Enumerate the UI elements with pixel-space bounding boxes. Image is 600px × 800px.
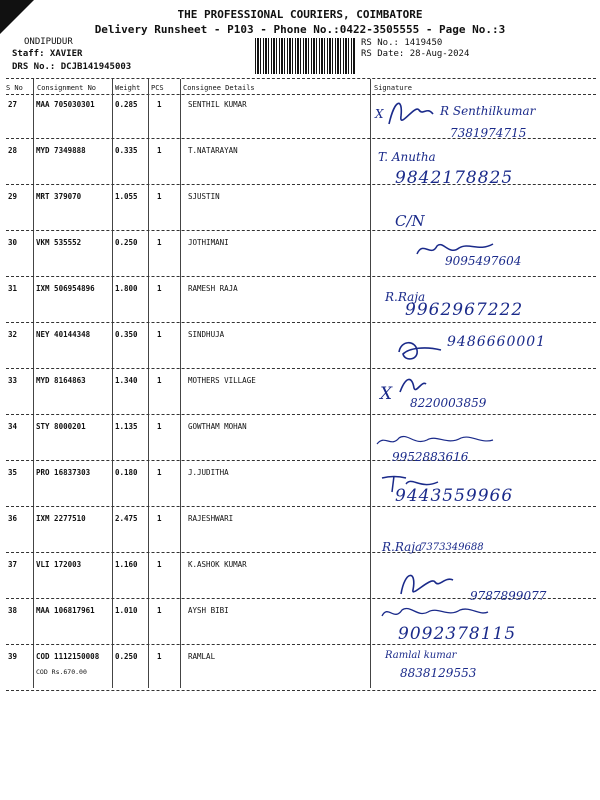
runsheet-subtitle: Delivery Runsheet - P103 - Phone No.:0422-3505555 - Page No.:3 (94, 23, 506, 36)
row-weight: 0.180 (115, 468, 138, 477)
row-consignment-no: VLI 172003 (36, 560, 82, 569)
row-weight: 0.285 (115, 100, 138, 109)
signature-scribble (380, 602, 490, 624)
col-separator (148, 79, 149, 688)
col-separator (180, 79, 181, 688)
row-separator (6, 552, 596, 553)
row-consignee: GOWTHAM MOHAN (188, 422, 247, 431)
signature-name: T. Anutha (378, 150, 436, 164)
signature-phone: 9443559966 (395, 486, 514, 506)
row-weight: 1.010 (115, 606, 138, 615)
row-pcs: 1 (157, 238, 162, 247)
col-weight: Weight (115, 84, 141, 92)
row-separator (6, 322, 596, 323)
row-weight: 2.475 (115, 514, 138, 523)
rs-number: RS No.: 1419450 (361, 38, 443, 48)
row-weight: 1.340 (115, 376, 138, 385)
row-sno: 29 (8, 192, 18, 201)
row-sno: 36 (8, 514, 18, 523)
col-separator (33, 79, 34, 688)
row-weight: 1.160 (115, 560, 138, 569)
row-separator (6, 644, 596, 645)
signature-phone: 9787899077 (470, 589, 547, 603)
row-consignee: SENTHIL KUMAR (188, 100, 247, 109)
row-consignee: MOTHERS VILLAGE (188, 376, 256, 385)
signature-phone: 7373349688 (420, 542, 484, 553)
signature-name: R.Raja (382, 540, 423, 554)
row-sno: 27 (8, 100, 18, 109)
signature-name: R.Raja (385, 290, 426, 304)
row-separator (6, 276, 596, 277)
row-consignee: RAMESH RAJA (188, 284, 238, 293)
row-cod-note: COD Rs.670.00 (36, 668, 87, 676)
row-pcs: 1 (157, 514, 162, 523)
header-top-rule (6, 78, 596, 79)
signature-name: Ramlal kumar (385, 650, 457, 661)
row-consignee: K.ASHOK KUMAR (188, 560, 247, 569)
row-separator (6, 368, 596, 369)
row-consignment-no: IXM 506954896 (36, 284, 95, 293)
signature-phone: 8838129553 (400, 666, 477, 680)
row-sno: 31 (8, 284, 18, 293)
col-signature: Signature (374, 84, 412, 92)
row-weight: 0.350 (115, 330, 138, 339)
row-consignee: RAMLAL (188, 652, 216, 661)
signature-scribble (398, 374, 428, 396)
col-consignment: Consignment No (37, 84, 97, 92)
row-sno: 28 (8, 146, 18, 155)
rs-date: RS Date: 28-Aug-2024 (361, 49, 470, 59)
row-pcs: 1 (157, 560, 162, 569)
staff-name: Staff: XAVIER (12, 49, 83, 59)
row-consignment-no: PRO 16837303 (36, 468, 91, 477)
row-sno: 32 (8, 330, 18, 339)
row-consignee: SJUSTIN (188, 192, 220, 201)
signature-scribble (385, 96, 435, 132)
row-consignee: RAJESHWARI (188, 514, 234, 523)
row-consignee: JOTHIMANI (188, 238, 229, 247)
row-separator (6, 506, 596, 507)
row-weight: 0.250 (115, 238, 138, 247)
row-consignment-no: MAA 106817961 (36, 606, 95, 615)
row-pcs: 1 (157, 100, 162, 109)
signature-mark: X (380, 384, 394, 404)
row-consignment-no: VKM 535552 (36, 238, 82, 247)
row-consignment-no: MAA 705030301 (36, 100, 95, 109)
row-pcs: 1 (157, 330, 162, 339)
row-consignment-no: IXM 2277510 (36, 514, 86, 523)
signature-name: R Senthilkumar (440, 104, 536, 118)
row-separator (6, 230, 596, 231)
header-bottom-rule (6, 94, 596, 95)
row-separator (6, 460, 596, 461)
row-consignee: J.JUDITHA (188, 468, 229, 477)
row-consignment-no: MYD 7349888 (36, 146, 86, 155)
signature-phone: 9092378115 (398, 624, 517, 644)
col-consignee: Consignee Details (183, 84, 255, 92)
row-weight: 1.055 (115, 192, 138, 201)
row-weight: 1.135 (115, 422, 138, 431)
signature-phone: 9095497604 (445, 254, 522, 268)
signature-phone: 9962967222 (405, 300, 524, 320)
row-consignment-no: COD 1112150008 (36, 652, 100, 661)
signature-scribble (395, 338, 445, 364)
row-sno: 30 (8, 238, 18, 247)
row-consignment-no: NEY 40144348 (36, 330, 91, 339)
row-pcs: 1 (157, 652, 162, 661)
signature-name: C/N (395, 212, 425, 230)
barcode (255, 38, 355, 74)
row-consignment-no: MYD 8164863 (36, 376, 86, 385)
row-consignee: T.NATARAYAN (188, 146, 238, 155)
signature-phone: 9486660001 (447, 334, 547, 350)
row-sno: 35 (8, 468, 18, 477)
row-consignment-no: STY 8000201 (36, 422, 86, 431)
signature-phone: 7381974715 (450, 126, 527, 140)
signature-phone: 8220003859 (410, 396, 487, 410)
signature-phone: 9842178825 (395, 168, 514, 188)
row-weight: 1.800 (115, 284, 138, 293)
row-consignment-no: MRT 379070 (36, 192, 82, 201)
row-pcs: 1 (157, 284, 162, 293)
row-pcs: 1 (157, 192, 162, 201)
signature-scribble (375, 430, 495, 452)
row-pcs: 1 (157, 468, 162, 477)
row-pcs: 1 (157, 376, 162, 385)
row-consignee: AYSH BIBI (188, 606, 229, 615)
row-consignee: SINDHUJA (188, 330, 225, 339)
row-separator (6, 690, 596, 691)
signature-scribble (395, 568, 455, 598)
branch-name: ONDIPUDUR (24, 37, 73, 47)
row-sno: 34 (8, 422, 18, 431)
col-separator (370, 79, 371, 688)
drs-number: DRS No.: DCJB141945003 (12, 62, 132, 72)
col-separator (112, 79, 113, 688)
row-pcs: 1 (157, 606, 162, 615)
row-pcs: 1 (157, 146, 162, 155)
row-weight: 0.250 (115, 652, 138, 661)
signature-mark: X (375, 107, 384, 121)
row-sno: 39 (8, 652, 18, 661)
row-sno: 38 (8, 606, 18, 615)
col-pcs: PCS (151, 84, 164, 92)
row-pcs: 1 (157, 422, 162, 431)
row-separator (6, 414, 596, 415)
row-weight: 0.335 (115, 146, 138, 155)
row-sno: 37 (8, 560, 18, 569)
row-sno: 33 (8, 376, 18, 385)
company-title: THE PROFESSIONAL COURIERS, COIMBATORE (177, 8, 423, 21)
col-sno: S No (6, 84, 23, 92)
signature-phone: 9952883616 (392, 450, 469, 464)
